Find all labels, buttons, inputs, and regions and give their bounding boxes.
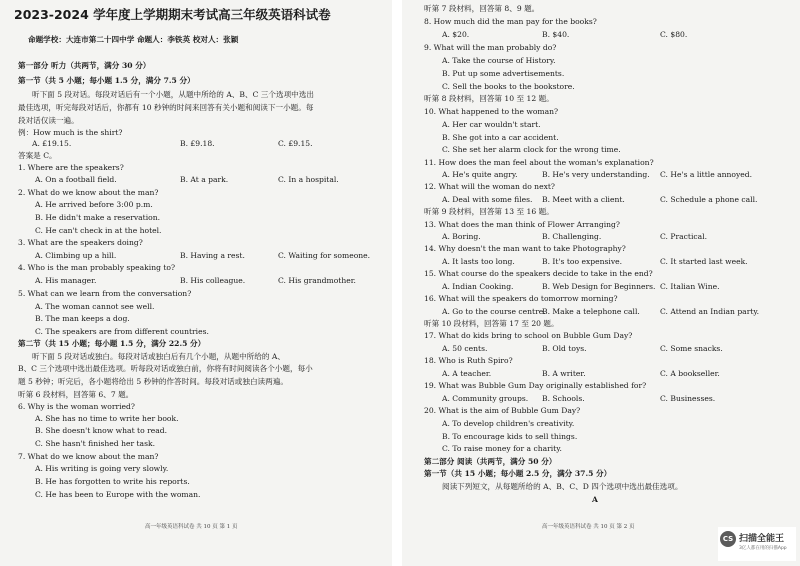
option: B. Web Design for Beginners. [542, 282, 656, 291]
section2-heading: 第二节（共 15 小题；每小题 1.5 分，满分 22.5 分） [18, 339, 206, 348]
option: A. $20. [442, 30, 470, 39]
option: A. His writing is going very slowly. [35, 464, 169, 473]
option: C. He can't check in at the hotel. [35, 226, 162, 235]
question: 20. What is the aim of Bubble Gum Day? [424, 406, 581, 415]
option: B. $40. [542, 30, 570, 39]
question: 7. What do we know about the man? [18, 452, 159, 461]
instruction-line: 段对话仅读一遍。 [18, 116, 79, 125]
question: 11. How does the man feel about the woman's explanation? [424, 158, 654, 167]
option: C. Attend an Indian party. [660, 307, 760, 316]
question: 2. What do we know about the man? [18, 188, 159, 197]
option: C. The speakers are from different countries. [35, 327, 209, 336]
instruction-line: 最佳选项，听完每段对话后，你都有 10 秒钟的时间来回答有关小题和阅读下一小题。每 [18, 103, 314, 112]
option: C. £9.15. [278, 139, 313, 148]
option: B. At a park. [180, 175, 229, 184]
option: B. It's too expensive. [542, 257, 623, 266]
option: A. On a football field. [35, 175, 117, 184]
example-answer: 答案是 C。 [18, 151, 57, 160]
exam-meta: 命题学校：大连市第二十四中学 命题人：李铁英 校对人：张颖 [28, 35, 239, 44]
option: B. Challenging. [542, 232, 602, 241]
material-heading: 听第 7 段材料，回答第 8、9 题。 [424, 4, 540, 13]
option: C. He has been to Europe with the woman. [35, 490, 201, 499]
option: B. Old toys. [542, 344, 587, 353]
question: 16. What will the speakers do tomorrow morning? [424, 294, 618, 303]
question: 13. What does the man think of Flower Arranging? [424, 220, 620, 229]
option: C. $80. [660, 30, 688, 39]
option: B. He didn't make a reservation. [35, 213, 161, 222]
page-gutter [392, 0, 402, 566]
option: A. His manager. [35, 276, 97, 285]
option: B. The man keeps a dog. [35, 314, 130, 323]
exam-title: 2023-2024 学年度上学期期末考试高三年级英语科试卷 [14, 7, 331, 22]
option: A. He arrived before 3:00 p.m. [35, 200, 153, 209]
scanner-badge [718, 527, 796, 561]
option: B. Having a rest. [180, 251, 245, 260]
camscanner-logo-icon: CS [720, 531, 736, 547]
option: B. She doesn't know what to read. [35, 426, 168, 435]
scanner-app-name: 扫描全能王 [739, 534, 785, 544]
reading-instruction: 阅读下列短文，从每题所给的 A、B、C、D 四个选项中选出最佳选项。 [442, 482, 683, 491]
option: B. Make a telephone call. [542, 307, 640, 316]
part1-heading: 第一部分 听力（共两节，满分 30 分） [18, 61, 151, 70]
instruction-line: 题 5 秒钟；听完后，各小题将给出 5 秒钟的作答时间。每段对话或独白读两遍。 [18, 377, 288, 386]
option: A. He's quite angry. [442, 170, 518, 179]
option: C. Businesses. [660, 394, 716, 403]
question: 12. What will the woman do next? [424, 182, 555, 191]
question: 19. What was Bubble Gum Day originally established for? [424, 381, 647, 390]
option: B. £9.18. [180, 139, 215, 148]
option: C. It started last week. [660, 257, 748, 266]
material-heading: 听第 8 段材料，回答第 10 至 12 题。 [424, 94, 554, 103]
option: C. She hasn't finished her task. [35, 439, 155, 448]
material-heading: 听第 9 段材料，回答第 13 至 16 题。 [424, 207, 554, 216]
option: A. Her car wouldn't start. [442, 120, 541, 129]
question: 15. What course do the speakers decide to take in the end? [424, 269, 653, 278]
option: C. Waiting for someone. [278, 251, 371, 260]
question: 6. Why is the woman worried? [18, 402, 135, 411]
question: 3. What are the speakers doing? [18, 238, 143, 247]
option: C. Some snacks. [660, 344, 723, 353]
part2-heading: 第二部分 阅读（共两节，满分 50 分） [424, 457, 557, 466]
option: C. A bookseller. [660, 369, 720, 378]
right-page [402, 0, 800, 566]
option: A. £19.15. [32, 139, 72, 148]
left-page [0, 0, 392, 566]
option: B. Schools. [542, 394, 585, 403]
option: C. In a hospital. [278, 175, 339, 184]
option: A. Deal with some files. [442, 195, 533, 204]
option: B. Put up some advertisements. [442, 69, 565, 78]
option: A. A teacher. [442, 369, 492, 378]
option: A. Community groups. [442, 394, 529, 403]
question: 18. Who is Ruth Spiro? [424, 356, 513, 365]
option: A. She has no time to write her book. [35, 414, 179, 423]
option: B. He's very understanding. [542, 170, 650, 179]
material-heading: 听第 6 段材料，回答第 6、7 题。 [18, 390, 134, 399]
option: C. He's a little annoyed. [660, 170, 753, 179]
option: C. His grandmother. [278, 276, 356, 285]
page-footer: 高一年级英语科试卷 共 10 页 第 1 页 [145, 524, 238, 530]
option: C. She set her alarm clock for the wrong time. [442, 145, 621, 154]
question: 8. How much did the man pay for the books? [424, 17, 597, 26]
option: B. She got into a car accident. [442, 133, 559, 142]
option: B. To encourage kids to sell things. [442, 432, 578, 441]
option: B. He has forgotten to write his reports. [35, 477, 190, 486]
option: C. Italian Wine. [660, 282, 720, 291]
option: C. Practical. [660, 232, 707, 241]
scanner-app-tagline: 3亿人都在用的扫描App [739, 546, 787, 551]
option: C. To raise money for a charity. [442, 444, 562, 453]
question: 10. What happened to the woman? [424, 107, 559, 116]
passage-label: A [592, 495, 598, 504]
option: A. Go to the course centre. [442, 307, 546, 316]
option: A. Take the course of History. [442, 56, 556, 65]
material-heading: 听第 10 段材料，回答第 17 至 20 题。 [424, 319, 559, 328]
option: A. 50 cents. [442, 344, 488, 353]
option: A. Indian Cooking. [442, 282, 514, 291]
question: 14. Why doesn't the man want to take Photography? [424, 244, 626, 253]
page-footer: 高一年级英语科试卷 共 10 页 第 2 页 [542, 524, 635, 530]
instruction-line: 听下面 5 段对话或独白。每段对话或独白后有几个小题，从题中所给的 A、 [32, 352, 285, 361]
option: B. A writer. [542, 369, 586, 378]
option: C. Sell the books to the bookstore. [442, 82, 575, 91]
example-question: 例：How much is the shirt? [18, 128, 123, 137]
reading-section1-heading: 第一节（共 15 小题；每小题 2.5 分，满分 37.5 分） [424, 469, 612, 478]
section1-heading: 第一节（共 5 小题；每小题 1.5 分，满分 7.5 分） [18, 76, 195, 85]
question: 1. Where are the speakers? [18, 163, 124, 172]
option: A. Boring. [442, 232, 481, 241]
question: 4. Who is the man probably speaking to? [18, 263, 176, 272]
question: 17. What do kids bring to school on Bubble Gum Day? [424, 331, 633, 340]
option: B. His colleague. [180, 276, 246, 285]
option: C. Schedule a phone call. [660, 195, 758, 204]
option: A. It lasts too long. [442, 257, 515, 266]
option: A. Climbing up a hill. [35, 251, 117, 260]
question: 5. What can we learn from the conversation? [18, 289, 192, 298]
question: 9. What will the man probably do? [424, 43, 557, 52]
option: A. The woman cannot see well. [35, 302, 155, 311]
option: B. Meet with a client. [542, 195, 625, 204]
option: A. To develop children's creativity. [442, 419, 575, 428]
instruction-line: B、C 三个选项中选出最佳选项。听每段对话或独白前，你将有时间阅读各个小题，每小 [18, 364, 313, 373]
instruction-line: 听下面 5 段对话。每段对话后有一个小题，从题中所给的 A、B、C 三个选项中选出 [32, 90, 314, 99]
